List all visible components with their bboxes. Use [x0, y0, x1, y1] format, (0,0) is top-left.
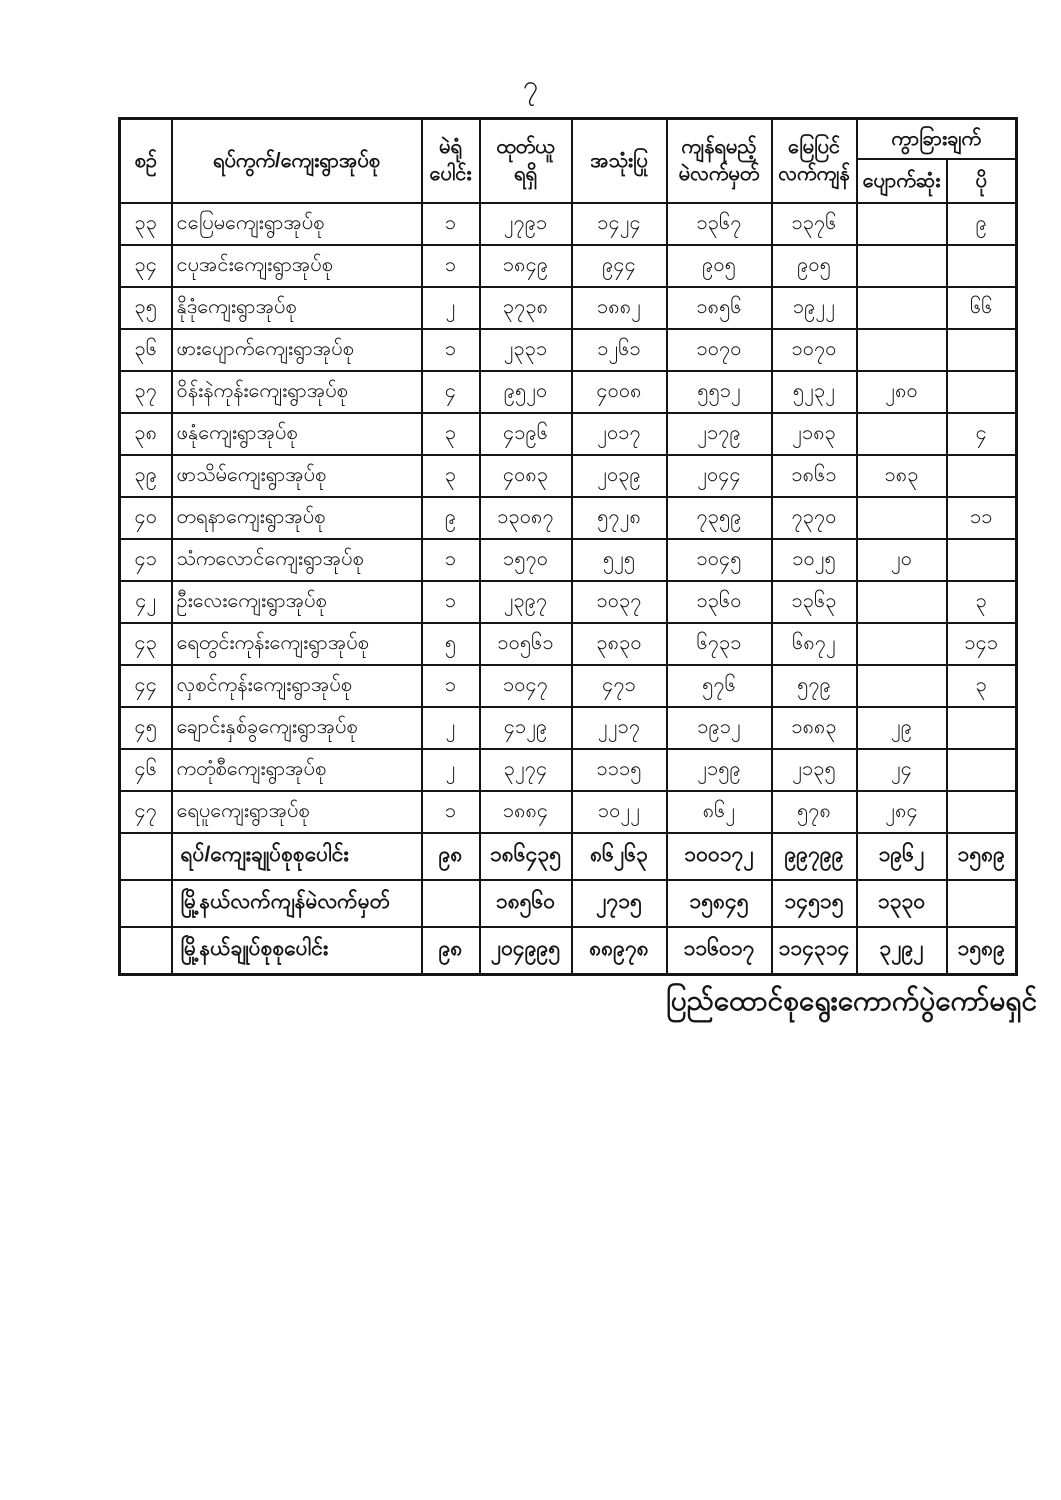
- cell-extra: [947, 707, 1017, 749]
- cell-actual: ၁၃၇၆: [772, 203, 857, 245]
- cell-used: ၄၀၀၈: [572, 371, 667, 413]
- header-ballots-due-remaining: ကျန်ရမည့် မဲလက်မှတ်: [667, 119, 772, 204]
- cell-name: တရနာကျေးရွာအုပ်စု: [172, 497, 422, 539]
- cell-due: ၆၇၃၁: [667, 623, 772, 665]
- cell-stations: [422, 880, 480, 927]
- cell-used: ၅၇၂၈: [572, 497, 667, 539]
- cell-name: ဦးလေးကျေးရွာအုပ်စု: [172, 581, 422, 623]
- cell-actual: ၁၀၂၅: [772, 539, 857, 581]
- cell-stations: ၉၈: [422, 927, 480, 975]
- cell-received: ၁၃၀၈၇: [480, 497, 572, 539]
- cell-due: ၁၀၇၀: [667, 329, 772, 371]
- cell-actual: ၂၁၈၃: [772, 413, 857, 455]
- cell-lost: ၂၀: [857, 539, 947, 581]
- cell-lost: ၁၃၃၀: [857, 880, 947, 927]
- cell-due: ၈၆၂: [667, 791, 772, 833]
- cell-stations: ၉: [422, 497, 480, 539]
- cell-extra: ၃: [947, 581, 1017, 623]
- cell-stations: ၉၈: [422, 833, 480, 880]
- cell-extra: ၁၅၈၉: [947, 927, 1017, 975]
- cell-serial: [120, 927, 172, 975]
- summary-row: [120, 880, 1017, 927]
- cell-lost: [857, 329, 947, 371]
- cell-name: ငပြေမကျေးရွာအုပ်စု: [172, 203, 422, 245]
- cell-used: ၂၀၃၉: [572, 455, 667, 497]
- table-row: [120, 623, 1017, 665]
- cell-due: ၂၀၄၄: [667, 455, 772, 497]
- cell-due: ၅၅၁၂: [667, 371, 772, 413]
- table-row: [120, 665, 1017, 707]
- cell-serial: ၃၆: [120, 329, 172, 371]
- cell-used: ၈၈၉၇၈: [572, 927, 667, 975]
- cell-lost: ၃၂၉၂: [857, 927, 947, 975]
- cell-used: ၃၈၃၀: [572, 623, 667, 665]
- cell-actual: ၁၄၅၁၅: [772, 880, 857, 927]
- cell-name: ဖားပျောက်ကျေးရွာအုပ်စု: [172, 329, 422, 371]
- cell-name: မြို့နယ်ချုပ်စုစုပေါင်း: [172, 927, 422, 975]
- table-row: [120, 329, 1017, 371]
- table-header: [120, 119, 1017, 204]
- cell-lost: [857, 203, 947, 245]
- cell-extra: ၃: [947, 665, 1017, 707]
- cell-lost: [857, 413, 947, 455]
- cell-stations: ၅: [422, 623, 480, 665]
- cell-stations: ၂: [422, 749, 480, 791]
- table-row: [120, 371, 1017, 413]
- cell-received: ၁၈၅၆၀: [480, 880, 572, 927]
- cell-name: သံကလောင်ကျေးရွာအုပ်စု: [172, 539, 422, 581]
- cell-extra: ၁၅၈၉: [947, 833, 1017, 880]
- cell-due: ၁၃၆၇: [667, 203, 772, 245]
- cell-extra: [947, 880, 1017, 927]
- cell-due: ၇၃၅၉: [667, 497, 772, 539]
- cell-name: ဖာသိမ်ကျေးရွာအုပ်စု: [172, 455, 422, 497]
- cell-received: ၉၅၂၀: [480, 371, 572, 413]
- cell-stations: ၁: [422, 329, 480, 371]
- cell-extra: [947, 245, 1017, 287]
- cell-lost: [857, 581, 947, 623]
- cell-serial: ၄၆: [120, 749, 172, 791]
- cell-due: ၁၈၅၆: [667, 287, 772, 329]
- cell-due: ၉၀၅: [667, 245, 772, 287]
- cell-extra: ၉: [947, 203, 1017, 245]
- table-row: [120, 287, 1017, 329]
- cell-due: ၁၅၈၄၅: [667, 880, 772, 927]
- cell-received: ၁၈၈၄: [480, 791, 572, 833]
- cell-actual: ၁၀၇၀: [772, 329, 857, 371]
- cell-extra: ၁၄၁: [947, 623, 1017, 665]
- cell-serial: ၃၃: [120, 203, 172, 245]
- cell-actual: ၉၉၇၉၉: [772, 833, 857, 880]
- cell-name: လှစင်ကုန်းကျေးရွာအုပ်စု: [172, 665, 422, 707]
- cell-received: ၂၃၃၁: [480, 329, 572, 371]
- cell-received: ၄၁၂၉: [480, 707, 572, 749]
- cell-used: ၈၆၂၆၃: [572, 833, 667, 880]
- cell-used: ၁၀၂၂: [572, 791, 667, 833]
- summary-row: [120, 833, 1017, 880]
- header-ward-village-tract: ရပ်ကွက်/ကျေးရွာအုပ်စု: [172, 119, 422, 204]
- cell-serial: ၄၀: [120, 497, 172, 539]
- cell-extra: ၆၆: [947, 287, 1017, 329]
- cell-used: ၂၇၁၅: [572, 880, 667, 927]
- header-extra: ပို: [947, 159, 1017, 203]
- cell-serial: ၃၈: [120, 413, 172, 455]
- cell-name: ဝိန်းနဲကုန်းကျေးရွာအုပ်စု: [172, 371, 422, 413]
- header-difference-group: ကွာခြားချက်: [857, 119, 1017, 160]
- cell-actual: ၅၂၃၂: [772, 371, 857, 413]
- header-lost: ပျောက်ဆုံး: [857, 159, 947, 203]
- cell-serial: ၄၂: [120, 581, 172, 623]
- cell-received: ၄၀၈၃: [480, 455, 572, 497]
- cell-extra: [947, 749, 1017, 791]
- cell-lost: [857, 497, 947, 539]
- cell-serial: ၃၅: [120, 287, 172, 329]
- cell-actual: ၅၇၉: [772, 665, 857, 707]
- header-actual-remaining: မြေပြင် လက်ကျန်: [772, 119, 857, 204]
- cell-serial: ၃၄: [120, 245, 172, 287]
- cell-lost: [857, 623, 947, 665]
- cell-actual: ၆၈၇၂: [772, 623, 857, 665]
- cell-serial: [120, 880, 172, 927]
- table-row: [120, 707, 1017, 749]
- cell-extra: [947, 329, 1017, 371]
- cell-received: ၂၃၉၇: [480, 581, 572, 623]
- cell-stations: ၁: [422, 791, 480, 833]
- cell-name: ရေပူကျေးရွာအုပ်စု: [172, 791, 422, 833]
- cell-actual: ၉၀၅: [772, 245, 857, 287]
- cell-due: ၁၀၀၁၇၂: [667, 833, 772, 880]
- cell-extra: [947, 455, 1017, 497]
- cell-name: ဖနုံကျေးရွာအုပ်စု: [172, 413, 422, 455]
- cell-due: ၂၁၅၉: [667, 749, 772, 791]
- header-received: ထုတ်ယူ ရရှိ: [480, 119, 572, 204]
- cell-used: ၉၄၄: [572, 245, 667, 287]
- cell-lost: [857, 245, 947, 287]
- cell-actual: ၁၈၆၁: [772, 455, 857, 497]
- cell-serial: ၄၃: [120, 623, 172, 665]
- cell-lost: ၂၄: [857, 749, 947, 791]
- cell-received: ၃၇၃၈: [480, 287, 572, 329]
- table-row: [120, 539, 1017, 581]
- cell-received: ၁၈၆၄၃၅: [480, 833, 572, 880]
- cell-stations: ၄: [422, 371, 480, 413]
- cell-name: ချောင်းနှစ်ခွကျေးရွာအုပ်စု: [172, 707, 422, 749]
- cell-extra: [947, 539, 1017, 581]
- table-row: [120, 581, 1017, 623]
- cell-used: ၁၁၁၅: [572, 749, 667, 791]
- cell-lost: ၂၈၀: [857, 371, 947, 413]
- header-polling-stations: မဲရုံ ပေါင်း: [422, 119, 480, 204]
- cell-actual: ၁၉၂၂: [772, 287, 857, 329]
- table-row: [120, 791, 1017, 833]
- cell-lost: ၁၈၃: [857, 455, 947, 497]
- cell-actual: ၁၈၈၃: [772, 707, 857, 749]
- cell-actual: ၁၁၄၃၁၄: [772, 927, 857, 975]
- cell-used: ၂၂၁၇: [572, 707, 667, 749]
- cell-used: ၅၂၅: [572, 539, 667, 581]
- cell-lost: [857, 287, 947, 329]
- cell-used: ၁၀၃၇: [572, 581, 667, 623]
- cell-serial: ၄၁: [120, 539, 172, 581]
- cell-stations: ၁: [422, 203, 480, 245]
- table-body: [120, 203, 1017, 975]
- cell-due: ၂၁၇၉: [667, 413, 772, 455]
- table-row: [120, 245, 1017, 287]
- cell-used: ၁၄၂၄: [572, 203, 667, 245]
- cell-stations: ၁: [422, 245, 480, 287]
- commission-signature-text: ပြည်ထောင်စုရွေးကောက်ပွဲကော်မရှင်: [666, 985, 1037, 1016]
- cell-name: ရေတွင်းကုန်းကျေးရွာအုပ်စု: [172, 623, 422, 665]
- cell-actual: ၂၁၃၅: [772, 749, 857, 791]
- cell-received: ၄၁၉၆: [480, 413, 572, 455]
- cell-received: ၁၅၇၀: [480, 539, 572, 581]
- table-row: [120, 203, 1017, 245]
- cell-stations: ၁: [422, 665, 480, 707]
- header-used: အသုံးပြု: [572, 119, 667, 204]
- cell-name: ကတုံစီကျေးရွာအုပ်စု: [172, 749, 422, 791]
- cell-serial: ၄၄: [120, 665, 172, 707]
- cell-stations: ၂: [422, 707, 480, 749]
- cell-due: ၁၉၁၂: [667, 707, 772, 749]
- ballot-accounting-table: [118, 117, 1018, 976]
- cell-due: ၁၀၄၅: [667, 539, 772, 581]
- cell-stations: ၂: [422, 287, 480, 329]
- cell-actual: ၇၃၇၀: [772, 497, 857, 539]
- table-row: [120, 497, 1017, 539]
- cell-serial: ၃၇: [120, 371, 172, 413]
- cell-received: ၂၇၉၁: [480, 203, 572, 245]
- cell-used: ၁၂၆၁: [572, 329, 667, 371]
- cell-actual: ၅၇၈: [772, 791, 857, 833]
- cell-lost: [857, 665, 947, 707]
- cell-lost: ၂၈၄: [857, 791, 947, 833]
- cell-lost: ၁၉၆၂: [857, 833, 947, 880]
- cell-serial: ၃၉: [120, 455, 172, 497]
- cell-serial: ၄၅: [120, 707, 172, 749]
- page-number: ၇: [522, 70, 539, 100]
- cell-name: နိုဒုံကျေးရွာအုပ်စု: [172, 287, 422, 329]
- cell-due: ၁၃၆၀: [667, 581, 772, 623]
- cell-extra: ၁၁: [947, 497, 1017, 539]
- cell-name: ငပုအင်းကျေးရွာအုပ်စု: [172, 245, 422, 287]
- cell-received: ၃၂၇၄: [480, 749, 572, 791]
- cell-stations: ၃: [422, 413, 480, 455]
- cell-due: ၅၇၆: [667, 665, 772, 707]
- cell-extra: [947, 371, 1017, 413]
- cell-lost: ၂၉: [857, 707, 947, 749]
- table-row: [120, 749, 1017, 791]
- cell-actual: ၁၃၆၃: [772, 581, 857, 623]
- cell-stations: ၁: [422, 539, 480, 581]
- header-serial: စဉ်: [120, 119, 172, 204]
- cell-used: ၁၈၈၂: [572, 287, 667, 329]
- cell-received: ၁၀၅၆၁: [480, 623, 572, 665]
- cell-received: ၁၈၄၉: [480, 245, 572, 287]
- cell-extra: [947, 791, 1017, 833]
- table-row: [120, 413, 1017, 455]
- cell-used: ၂၀၁၇: [572, 413, 667, 455]
- cell-serial: ၄၇: [120, 791, 172, 833]
- cell-used: ၄၇၁: [572, 665, 667, 707]
- cell-extra: ၄: [947, 413, 1017, 455]
- cell-stations: ၁: [422, 581, 480, 623]
- cell-name: ရပ်/ကျေးချုပ်စုစုပေါင်း: [172, 833, 422, 880]
- summary-row: [120, 927, 1017, 975]
- cell-received: ၂၀၄၉၉၅: [480, 927, 572, 975]
- cell-stations: ၃: [422, 455, 480, 497]
- cell-serial: [120, 833, 172, 880]
- cell-due: ၁၁၆၀၁၇: [667, 927, 772, 975]
- cell-name: မြို့နယ်လက်ကျန်မဲလက်မှတ်: [172, 880, 422, 927]
- table-row: [120, 455, 1017, 497]
- cell-received: ၁၀၄၇: [480, 665, 572, 707]
